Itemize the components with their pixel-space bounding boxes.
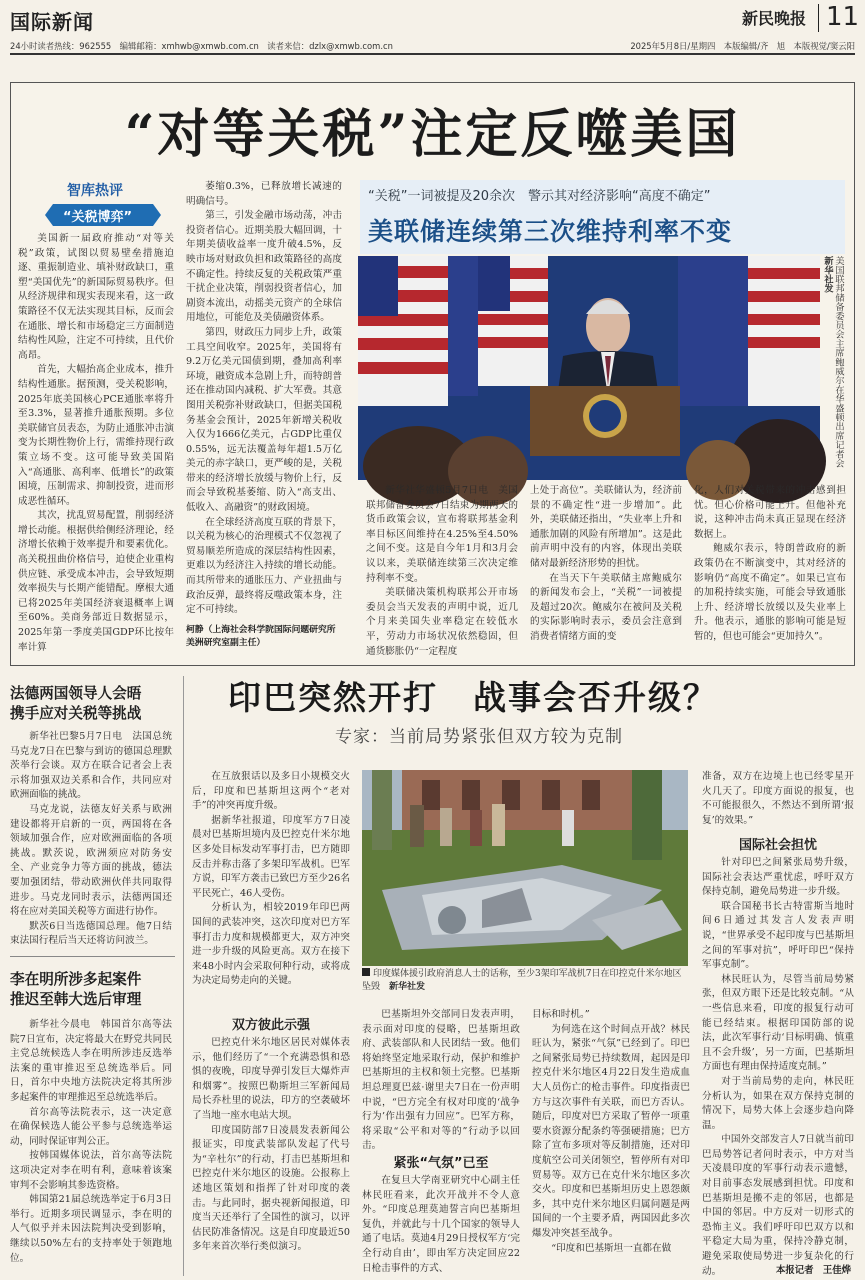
paragraph: 首先，大幅抬高企业成本，推升结构性通胀。据预测，受关税影响，2025年底美国核心PCE通胀率将升至3.3%，显著推升通胀预期。多位美联储官员表态，为防止通胀冲击演变为长期性物价上行，需维持现行政策立场不变。这可能导致美国陷入“高通胀、高利率、低增长”的政策困境，压制需求、抑制投资，进而形成恶性循环。 xyxy=(18,364,174,507)
paragraph: 据新华社报道，印度军方7日凌晨对巴基斯坦境内及巴控克什米尔地区多处目标发动军事打击，巴方随即反击并称击落了多架印军战机。巴军方说，印军方袭击已致巴方至少26名平民死亡，46人受伤。 xyxy=(192,814,350,899)
paragraph: 中国外交部发言人7日就当前印巴局势答记者问时表示，中方对当天凌晨印度的军事行动表示遗憾，对目前事态发展感到担忧。印度和巴基斯坦是搬不走的邻居，也都是中国的邻居。中方反对一切形式的恐怖主义。我们呼吁印巴双方以和平稳定大局为重，保持冷静克制，避免采取使局势进一步复杂化的行动。 xyxy=(702,1134,854,1277)
paragraph: 第三，引发金融市场动荡，冲击投资者信心。近期美股大幅回调，十年期美债收益率一度升破4.5%，反映市场对财政负担和政策路径的高度不确定性。持续反复的关税政策严重干扰企业决策，削弱投资者信心，加剧资本流出，动摇美元资产的全球信用地位，可能危及美债融资体系。 xyxy=(186,210,342,324)
hotline-line: 24小时读者热线：962555 编辑邮箱：xmhwb@xmwb.com.cn 读者来信：dzlx@xmwb.com.cn xyxy=(10,41,393,51)
crashed-jet-wreckage-photo-icon xyxy=(362,770,688,966)
paragraph: 针对印巴之间紧张局势升级，国际社会表达严重忧虑，呼吁双方保持克制，避免局势进一步升级。 xyxy=(702,857,854,898)
indopak-subhead-3: 国际社会担忧 xyxy=(738,838,817,853)
paragraph: 准备，双方在边境上也已经零星开火几天了。印度方面说的报复，也不可能报很久，不然达不到所谓‘报复’的效果。” xyxy=(702,771,854,826)
paragraph: 首尔高等法院表示，这一决定意在确保候选人能公平参与总统选举运动，同时保证审判公正。 xyxy=(10,1106,172,1147)
paragraph: 在全球经济高度互联的背景下，以关税为核心的治理模式不仅忽视了贸易顺差所造成的深层结构性因素，更难以为经济注入持续的增长动能。而其所带来的通胀压力、产业扭曲与政治反弹，最终将反噬政策本身，注定不可持续。 xyxy=(186,516,342,616)
fed-col-3 xyxy=(694,484,846,662)
date-line: 2025年5月8日/星期四 本版编辑/齐 旭 本版视觉/窦云阳 xyxy=(630,41,855,51)
indopak-col-2b xyxy=(362,1174,520,1276)
indopak-col-1b xyxy=(192,1036,350,1276)
left-article-2 xyxy=(10,1018,172,1276)
indopak-col-1 xyxy=(192,770,350,1010)
paragraph: 新华社今晨电 韩国首尔高等法院7日宣布，决定将最大在野党共同民主党总统候选人李在明所涉违反选举法案的重审推迟至总统选举后。同日，首尔中央地方法院决定将其所涉多起案件的审理推迟至总统选举后。 xyxy=(10,1019,172,1103)
paragraph: 美联储决策机构联邦公开市场委员会当天发表的声明中说，近几个月来美国失业率稳定在较低水平，劳动力市场状况依然稳固，但通货膨胀仍“一定程度 xyxy=(366,587,518,657)
paragraph: 为何选在这个时间点开战？林民旺认为，紧张“气氛”已经到了。印巴之间紧张局势已持续数周，起因是印控克什米尔地区4月22日发生造成血大人员伤亡的枪击事件。印度指责巴方与这次事件有关联，而巴方否认。随后，印度对巴方采取了暂停一项重要水资源分配条约等强硬措施；巴方除了宣布多项对等反制措施，还对印度航空公司关闭领空，暂停所有对印贸易等。双方已在克什米尔地区多次交火。印度和巴基斯坦历史上恩怨颇多，其中克什米尔地区归属问题是两国间的一个主要矛盾，两国因此多次爆发冲突甚至战争。 xyxy=(532,1023,690,1239)
paper-name: 新民晚报 xyxy=(742,9,807,28)
caption-marker-icon xyxy=(362,968,370,976)
fed-col-2 xyxy=(530,484,682,662)
paragraph: 在复旦大学南亚研究中心副主任林民旺看来，此次开战并不令人意外。“印度总理莫迪誓言向巴基斯坦复仇，并就此与十几个国家的领导人通了电话。莫迪4月29日授权军方‘完全行动自由’，即由军方决定回应22日枪击事件的方式、 xyxy=(362,1175,520,1274)
left-headline-1: 法德两国领导人会晤 携手应对关税等挑战 xyxy=(10,685,142,722)
paragraph: 新华社巴黎5月7日电 法国总统马克龙7日在巴黎与到访的德国总理默茨举行会谈。双方在联合记者会上表示将加强双边关系和合作，共同应对欧洲面临的挑战。 xyxy=(10,731,172,801)
column-title: 智库热评 xyxy=(67,183,123,199)
indopak-col-3 xyxy=(532,1008,690,1276)
indopak-col-4 xyxy=(702,770,854,830)
paragraph: “印度和巴基斯坦一直都在做 xyxy=(551,1242,672,1254)
paragraph: 马克龙说，法德友好关系与欧洲建设都将开启新的一页，两国将在各领域加强合作，应对欧洲面临的各项挑战。默茨说，欧洲须应对防务安全、产业竞争力等方面的挑战，德法要加强团结，带动欧洲伙伴共同取得进步。马克龙同时表示，法德两国还将在应对美国关税等方面进行协作。 xyxy=(10,803,172,918)
fed-col-1 xyxy=(366,484,518,662)
paragraph: 其次，扰乱贸易配置，削弱经济增长动能。根据供给侧经济理论，经济增长依赖于效率提升和要素优化。高关税扭曲价格信号，迫使企业重构供应链、承受成本冲击，会导致短期效率损失与长期产能错配。摩根大通已将2025年美国经济衰退概率上调至60%。美商务部近日数据显示，2025年第一季度美国GDP环比按年率计算 xyxy=(18,510,174,653)
paragraph: 对于当前局势的走向，林民旺分析认为，如果在双方保持克制的情况下，局势大体上会逐步趋向降温。 xyxy=(702,1075,854,1131)
masthead-divider xyxy=(818,4,819,32)
fed-photo xyxy=(358,256,820,480)
fed-headline: 美联储连续第三次维持利率不变 xyxy=(368,217,733,246)
paragraph: 巴基斯坦外交部同日发表声明，表示面对印度的侵略，巴基斯坦政府、武装部队和人民团结一致。他们将始终坚定地采取行动，保护和维护巴基斯坦的主权和领土完整。巴基斯坦总理夏巴兹·谢里夫7日在一份声明中说，“巴方完全有权对印度的‘战争行为’作出强有力回应”。巴军方称，将采取“公平和对等的”行动予以回击。 xyxy=(362,1009,520,1152)
page-number: 11 xyxy=(826,2,860,32)
paragraph: 默茨6日当选德国总理。他7日结束法国行程后当天还将访问波兰。 xyxy=(10,920,172,947)
paragraph: 韩国第21届总统选举定于6月3日举行。近期多项民调显示，李在明的人气似乎并未因法院判决受到影响，继续以50%左右的支持率处于领跑地位。 xyxy=(10,1194,172,1264)
paragraph: 新华社华盛顿5月7日电 美国联邦储备委员会7日结束为期两天的货币政策会议，宣布将联邦基金利率目标区间维持在4.25%至4.50%之间不变。这是自今年1月和3月会议以来，美联储连续第三次决定维持利率不变。 xyxy=(366,485,518,584)
paragraph: 在互放狠话以及多日小规模交火后，印度和巴基斯坦这两个“老对手”的冲突再度升级。 xyxy=(192,771,350,812)
column-subtitle: “关税博弈” xyxy=(63,210,133,225)
paragraph: 化，人们对关税带来的冲击感到担忧。但心价格可能上升。但他补充说，这种冲击尚未真正显现在经济数据上。 xyxy=(694,485,846,540)
paragraph: 分析认为，相较2019年印巴两国间的武装冲突，这次印度对巴方军事打击力度和规模都更大，双方冲突进一步升级的风险更高。双方在接下来48小时内会采取何种行动，或将成为决定局势走向的关键。 xyxy=(192,902,350,987)
paragraph: 鲍威尔表示，特朗普政府的新政策仍在不断演变中，其对经济的影响仍“高度不确定”。如果已宣布的加税持续实施，可能会导致通胀上升、经济增长放缓以及失业率上升。他表示，通胀的影响可能是短暂的，但也可能会“更加持久”。 xyxy=(694,543,846,642)
paragraph: 萎缩0.3%，已释放增长减速的明确信号。 xyxy=(186,181,342,207)
column-rule xyxy=(183,676,184,1276)
paragraph: 美国新一届政府推动“对等关税”政策，试图以贸易壁垒措施迫逐、重振制造业、填补财政缺口，重塑“美国优先”的新国际贸易秩序。但从经济规律和现实表现来看，这一政策路径不仅无法实现其目标，反而会在通胀、增长和市场稳定三方面制造结构性风险，注定不可持续，且代价高昂。 xyxy=(18,233,174,361)
paragraph: 目标和时机。” xyxy=(532,1009,590,1020)
indopak-subhead: 专家：当前局势紧张但双方较为克制 xyxy=(335,727,623,747)
paragraph: 按韩国媒体说法，首尔高等法院这项决定对李在明有利，意味着该案审判不会影响其参选资格。 xyxy=(10,1150,172,1191)
left-divider xyxy=(10,956,175,957)
powell-press-conference-photo-icon xyxy=(358,256,820,480)
left-headline-2: 李在明所涉多起案件 推迟至韩大选后审理 xyxy=(10,971,142,1008)
lead-byline: 柯静（上海社会科学院国际问题研究所美洲研究室副主任） xyxy=(186,625,336,648)
masthead-rule xyxy=(10,53,855,55)
indopak-photo-caption: 印度媒体援引政府消息人士的话称，至少3架印军战机7日在印控克什米尔地区坠毁 新华社发 xyxy=(362,969,682,992)
lead-col-1 xyxy=(18,232,174,657)
paragraph: 在当天下午美联储主席鲍威尔的新闻发布会上，“关税”一词被提及超过20次。鲍威尔在被问及关税的实际影响时表示，委员会注意到消费者情绪方面的变 xyxy=(530,572,682,642)
paragraph: 联合国秘书长古特雷斯当地时间6日通过其发言人发表声明说，“世界承受不起印度与巴基斯坦之间的军事对抗”，呼吁印巴“保持军事克制”。 xyxy=(702,900,854,971)
indopak-headline: 印巴突然开打 战事会否升级？ xyxy=(228,678,718,717)
lead-col-2 xyxy=(186,180,342,626)
paragraph: 巴控克什米尔地区居民对媒体表示，他们经历了“一个充满恐惧和恐惧的夜晚，印度导弹引发巨大爆炸声和烟雾”。按照巴勒斯坦三军新闻局局长乔杜里的说法，印方的空袭破坏了当地一座水电站大坝。 xyxy=(192,1037,350,1121)
fed-kicker: “关税”一词被提及20余次 警示其对经济影响“高度不确定” xyxy=(368,189,711,204)
column-label xyxy=(45,180,161,226)
indopak-byline: 本报记者 王佳烨 xyxy=(775,1265,851,1276)
section-title: 国际新闻 xyxy=(10,10,94,34)
indopak-photo xyxy=(362,770,688,966)
paragraph: 上处于高位”。美联储认为，经济前景的不确定性“进一步增加”。此外，美联储还指出，“失业率上升和通胀加剧的风险有所增加”。这是此前声明中没有的内容，体现出美联储对最新经济形势的担忧。 xyxy=(530,485,682,569)
paragraph: 林民旺认为，尽管当前局势紧张，但双方眼下还是比较克制。“从一些信息来看，印度的报复行动可能已经结束。根据印国防部的说法，此次军事行动‘目标明确、慎重且不会升级’，另一方面，巴基斯坦方面也有理由保持适度克制。” xyxy=(702,973,854,1073)
paragraph: 印度国防部7日凌晨发表新闻公报证实，印度武装部队发起了代号为“辛杜尔”的行动，打击巴基斯坦和巴控克什米尔地区的设施。公报称上述地区策划和指挥了针对印度的袭击。与此同时，据央视新闻报道，印度当天还举行了全国性的演习，以评估民防准备情况。这是自印度最近50多年来首次举行类似演习。 xyxy=(192,1124,350,1253)
paragraph: 第四，财政压力同步上升，政策工具空间收窄。2025年，美国将有9.2万亿美元国债到期，叠加高利率环境，融资成本急剧上升，而特朗普还在推动国内减税、扩大军费。其意图用关税弥补财政缺口，但据美国税务基金会预计，2025年新增关税收入仅为1666亿美元，占GDP比重仅0.55%，远无法覆盖每年超1.5万亿美元的赤字缺口，更严峻的是，关税带来的经济增长放缓与物价上行，反而会导致税基萎缩、防入“高支出、低收入、高融资”的财政困境。 xyxy=(186,326,342,514)
fed-photo-caption: 美国联邦储备委员会主席鲍威尔在华盛顿出席记者会 新华社发 xyxy=(822,256,844,468)
indopak-subhead-1: 双方彼此示强 xyxy=(231,1018,310,1033)
indopak-subhead-2: 紧张“气氛”已至 xyxy=(393,1156,489,1171)
left-article-1 xyxy=(10,730,172,950)
lead-headline: “对等关税”注定反噬美国 xyxy=(124,104,741,165)
indopak-col-2 xyxy=(362,1008,520,1152)
